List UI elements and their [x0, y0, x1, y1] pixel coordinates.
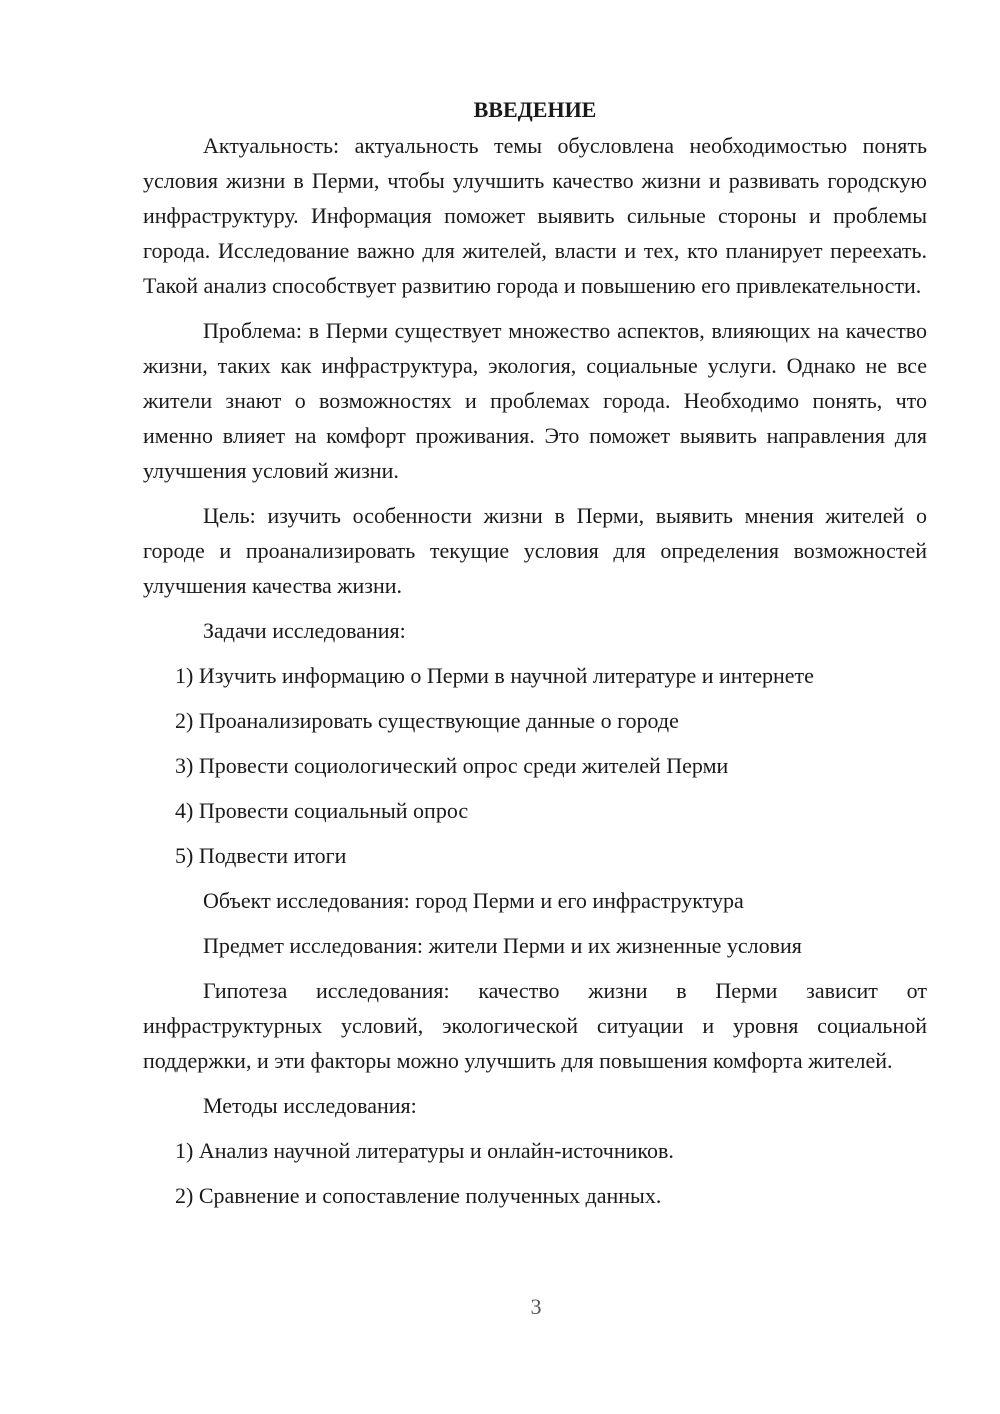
list-item: 3) Провести социологический опрос среди жителей Перми — [175, 753, 729, 778]
list-item: 1) Изучить информацию о Перми в научной литературе и интернете — [175, 663, 814, 688]
paragraph-goal: Цель: изучить особенности жизни в Перми, выявить мнения жителей о городе и проанализировать текущие условия для определения возможностей улучшения качества жизни. — [143, 503, 927, 598]
list-item: 4) Провести социальный опрос — [175, 798, 469, 823]
paragraph-hypothesis: Гипотеза исследования: качество жизни в Перми зависит от инфраструктурных условий, экологической ситуации и уровня социальной поддержки, и эти факторы можно улучшить для повышения комфорта жителей. — [143, 978, 927, 1073]
paragraph-subject: Предмет исследования: жители Перми и их жизненные условия — [203, 933, 802, 958]
paragraph-object: Объект исследования: город Перми и его инфраструктура — [203, 888, 744, 913]
methods-heading: Методы исследования: — [203, 1093, 417, 1118]
page-number: 3 — [530, 1294, 542, 1319]
paragraph-relevance: Актуальность: актуальность темы обусловлена необходимостью понять условия жизни в Перми, чтобы улучшить качество жизни и развивать городскую инфраструктуру. Информация поможет выявить сильные стороны и проблемы города. Исследование важно для жителей, власти и тех, кто планирует переехать. Такой анализ способствует развитию города и повышению его привлекательности. — [143, 133, 927, 298]
methods-list — [143, 1133, 927, 1213]
paragraph-problem: Проблема: в Перми существует множество аспектов, влияющих на качество жизни, таких как инфраструктура, экология, социальные услуги. Однако не все жители знают о возможностях и проблемах города. Необходимо понять, что именно влияет на комфорт проживания. Это поможет выявить направления для улучшения условий жизни. — [143, 318, 927, 483]
tasks-list — [143, 658, 927, 873]
list-item: 2) Проанализировать существующие данные о городе — [175, 708, 679, 733]
document-page — [143, 92, 927, 1223]
section-title: ВВЕДЕНИЕ — [473, 97, 597, 122]
tasks-heading: Задачи исследования: — [203, 618, 406, 643]
list-item: 2) Сравнение и сопоставление полученных данных. — [175, 1183, 662, 1208]
list-item: 1) Анализ научной литературы и онлайн-источников. — [175, 1138, 674, 1163]
list-item: 5) Подвести итоги — [175, 843, 347, 868]
